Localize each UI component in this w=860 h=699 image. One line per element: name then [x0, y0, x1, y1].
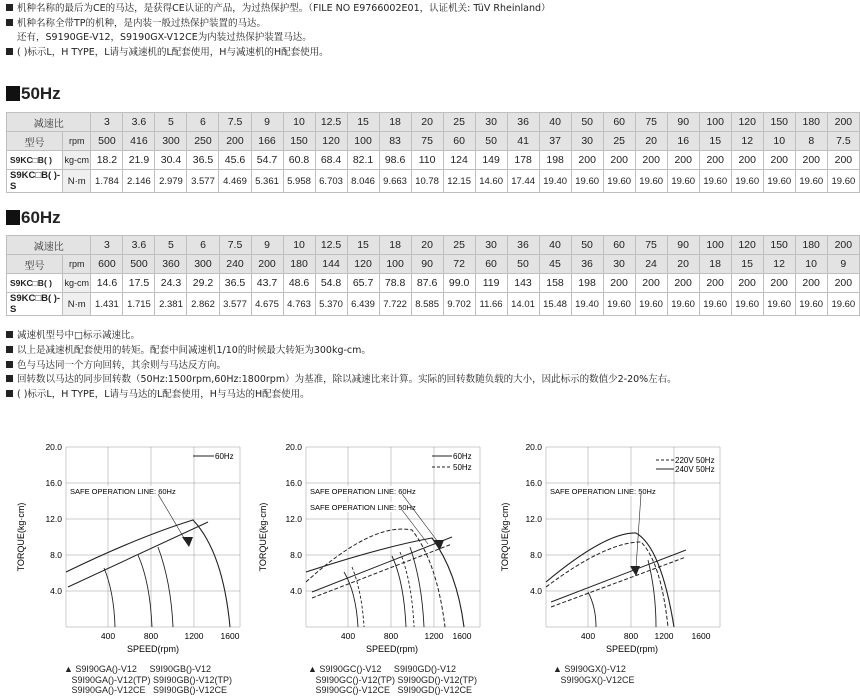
y-tick: 8.0 [530, 550, 542, 560]
torque-nm-cell: 5.370 [315, 293, 347, 316]
bottom-notes [6, 329, 677, 403]
ratio-cell: 40 [539, 113, 571, 132]
rpm-cell: 24 [635, 255, 667, 274]
torque-kgcm-cell: 178 [507, 151, 539, 170]
rpm-cell: 200 [219, 132, 251, 151]
torque-graph-3 [496, 442, 736, 657]
torque-kgcm-cell: 36.5 [219, 274, 251, 293]
torque-kgcm-cell: 99.0 [443, 274, 475, 293]
torque-kgcm-cell: 48.6 [283, 274, 315, 293]
rpm-cell: 500 [123, 255, 155, 274]
rpm-cell: 180 [283, 255, 315, 274]
torque-nm-cell: 19.60 [603, 170, 635, 193]
ratio-cell: 30 [475, 236, 507, 255]
ratio-cell: 6 [187, 113, 219, 132]
x-tick: 400 [580, 631, 596, 641]
torque-kgcm-cell: 87.6 [411, 274, 443, 293]
torque-nm-cell: 2.979 [155, 170, 187, 193]
torque-nm-cell: 8.585 [411, 293, 443, 316]
torque-kgcm-cell: 200 [827, 274, 859, 293]
ratio-cell: 25 [443, 113, 475, 132]
rpm-cell: 20 [667, 255, 699, 274]
torque-kgcm-cell: 200 [571, 151, 603, 170]
ratio-header: 减速比 [7, 236, 91, 255]
torque-kgcm-cell: 200 [667, 151, 699, 170]
torque-nm-cell: 4.675 [251, 293, 283, 316]
torque-kgcm-cell: 149 [475, 151, 507, 170]
rpm-cell: 30 [571, 132, 603, 151]
torque-kgcm-cell: 200 [763, 151, 795, 170]
torque-nm-cell: 2.862 [187, 293, 219, 316]
safe-line-label: SAFE OPERATION LINE: 50Hz [550, 487, 656, 496]
ratio-cell: 75 [635, 236, 667, 255]
torque-nm-cell: 14.01 [507, 293, 539, 316]
torque-kgcm-cell: 200 [635, 151, 667, 170]
torque-nm-cell: 9.663 [379, 170, 411, 193]
rpm-cell: 9 [827, 255, 859, 274]
ratio-cell: 120 [731, 236, 763, 255]
torque-kgcm-cell: 82.1 [347, 151, 379, 170]
x-tick: 1200 [654, 631, 674, 641]
torque-kgcm-cell: 200 [699, 274, 731, 293]
torque-nm-cell: 19.60 [635, 170, 667, 193]
ratio-cell: 200 [827, 236, 859, 255]
ratio-cell: 5 [155, 113, 187, 132]
ratio-cell: 100 [699, 113, 731, 132]
y-tick: 20.0 [525, 442, 542, 452]
model-name-s: S9KC□B( )-S [7, 293, 63, 316]
legend-60hz: 60Hz [215, 452, 234, 461]
rpm-cell: 166 [251, 132, 283, 151]
rpm-cell: 8 [795, 132, 827, 151]
ratio-cell: 120 [731, 113, 763, 132]
ratio-cell: 3 [91, 236, 123, 255]
rpm-cell: 144 [315, 255, 347, 274]
ratio-cell: 50 [571, 113, 603, 132]
rpm-cell: 60 [475, 255, 507, 274]
section-title-50hz: 50Hz [6, 84, 61, 104]
rpm-cell: 500 [91, 132, 123, 151]
torque-nm-cell: 3.577 [187, 170, 219, 193]
x-tick: 400 [340, 631, 356, 641]
torque-nm-cell: 9.702 [443, 293, 475, 316]
rpm-cell: 416 [123, 132, 155, 151]
torque-nm-cell: 1.431 [91, 293, 123, 316]
torque-nm-cell: 19.60 [571, 170, 603, 193]
rpm-cell: 10 [795, 255, 827, 274]
ratio-cell: 3.6 [123, 113, 155, 132]
x-tick: 400 [100, 631, 116, 641]
unit-nm: N·m [63, 170, 91, 193]
torque-kgcm-cell: 200 [699, 151, 731, 170]
rpm-cell: 360 [155, 255, 187, 274]
ratio-cell: 90 [667, 236, 699, 255]
models-graph-1: ▲ S9I90GA()-V12 S9I90GB()-V12 S9I90GA()-V12(TP) S9I90GB()-V12(TP) S9I90GA()-V12CE S9I90GB()-V12CE [64, 664, 233, 695]
torque-kgcm-cell: 14.6 [91, 274, 123, 293]
ratio-cell: 5 [155, 236, 187, 255]
safe-line-50-label: SAFE OPERATION LINE: 50Hz [310, 503, 416, 512]
torque-kgcm-cell: 36.5 [187, 151, 219, 170]
torque-kgcm-cell: 124 [443, 151, 475, 170]
ratio-cell: 3.6 [123, 236, 155, 255]
torque-kgcm-cell: 43.7 [251, 274, 283, 293]
ratio-cell: 150 [763, 236, 795, 255]
torque-kgcm-cell: 200 [731, 151, 763, 170]
rpm-cell: 240 [219, 255, 251, 274]
torque-kgcm-cell: 78.8 [379, 274, 411, 293]
ratio-cell: 60 [603, 113, 635, 132]
ratio-cell: 3 [91, 113, 123, 132]
torque-nm-cell: 19.60 [699, 293, 731, 316]
ratio-cell: 10 [283, 236, 315, 255]
ratio-cell: 20 [411, 113, 443, 132]
x-tick: 800 [143, 631, 159, 641]
torque-kgcm-cell: 198 [571, 274, 603, 293]
torque-kgcm-cell: 200 [603, 274, 635, 293]
x-tick: 1200 [184, 631, 204, 641]
rpm-cell: 12 [763, 255, 795, 274]
unit-rpm: rpm [63, 132, 91, 151]
x-axis-label: SPEED(rpm) [605, 644, 659, 654]
y-axis-label: TORQUE(kg·cm) [500, 502, 510, 572]
torque-kgcm-cell: 54.7 [251, 151, 283, 170]
y-axis-label: TORQUE(kg·cm) [16, 502, 26, 572]
torque-kgcm-cell: 119 [475, 274, 507, 293]
torque-nm-cell: 17.44 [507, 170, 539, 193]
x-tick: 1600 [452, 631, 472, 641]
torque-kgcm-cell: 45.6 [219, 151, 251, 170]
torque-nm-cell: 7.722 [379, 293, 411, 316]
rpm-cell: 100 [379, 255, 411, 274]
note-type: ( )标示L，H TYPE，L请与减速机的L配套使用，H与减速机的H配套使用。 [17, 46, 329, 58]
torque-kgcm-cell: 200 [667, 274, 699, 293]
y-tick: 4.0 [530, 586, 542, 596]
torque-kgcm-cell: 30.4 [155, 151, 187, 170]
rpm-cell: 90 [411, 255, 443, 274]
torque-nm-cell: 19.60 [635, 293, 667, 316]
ratio-cell: 15 [347, 113, 379, 132]
torque-nm-cell: 19.60 [763, 293, 795, 316]
ratio-cell: 12.5 [315, 113, 347, 132]
torque-nm-cell: 2.381 [155, 293, 187, 316]
type-label: 型号 [7, 132, 63, 151]
models-graph-3: ▲ S9I90GX()-V12 S9I90GX()-V12CE [553, 664, 635, 685]
torque-nm-cell: 6.439 [347, 293, 379, 316]
y-tick: 16.0 [285, 478, 302, 488]
ratio-cell: 180 [795, 236, 827, 255]
torque-nm-cell: 19.60 [795, 293, 827, 316]
y-tick: 8.0 [50, 550, 62, 560]
spec-table-60hz [6, 235, 860, 316]
y-tick: 12.0 [525, 514, 542, 524]
rpm-cell: 300 [187, 255, 219, 274]
rpm-cell: 83 [379, 132, 411, 151]
torque-kgcm-cell: 98.6 [379, 151, 411, 170]
note-direction: 色与马达同一个方向回转，其余则与马达反方向。 [17, 359, 227, 371]
torque-nm-cell: 4.763 [283, 293, 315, 316]
section-title-60hz: 60Hz [6, 208, 61, 228]
torque-nm-cell: 19.60 [603, 293, 635, 316]
torque-kgcm-cell: 200 [795, 151, 827, 170]
ratio-cell: 90 [667, 113, 699, 132]
y-tick: 20.0 [45, 442, 62, 452]
torque-nm-cell: 19.60 [731, 170, 763, 193]
rpm-cell: 16 [667, 132, 699, 151]
note-speed: 回转数以马达的同步回转数（50Hz:1500rpm,60Hz:1800rpm）为基准，除以减速比来计算。实际的回转数随负载的大小，因此标示的数值少2-20%左右。 [17, 374, 677, 386]
rpm-cell: 600 [91, 255, 123, 274]
torque-nm-cell: 5.958 [283, 170, 315, 193]
rpm-cell: 72 [443, 255, 475, 274]
legend-220v: 220V 50Hz [675, 456, 715, 465]
ratio-cell: 180 [795, 113, 827, 132]
models-graph-2: ▲ S9I90GC()-V12 S9I90GD()-V12 S9I90GC()-V12(TP) S9I90GD()-V12(TP) S9I90GC()-V12CE S9I90GD()-V12CE [308, 664, 478, 695]
type-label: 型号 [7, 255, 63, 274]
x-tick: 1200 [424, 631, 444, 641]
y-tick: 4.0 [290, 586, 302, 596]
note-tp: 机种名称全带TP的机种，是内装一般过热保护装置的马达。 [17, 17, 267, 29]
legend-60hz: 60Hz [453, 452, 472, 461]
torque-kgcm-cell: 158 [539, 274, 571, 293]
ratio-cell: 30 [475, 113, 507, 132]
torque-nm-cell: 15.48 [539, 293, 571, 316]
ratio-cell: 40 [539, 236, 571, 255]
rpm-cell: 100 [347, 132, 379, 151]
torque-nm-cell: 19.60 [827, 170, 859, 193]
torque-kgcm-cell: 68.4 [315, 151, 347, 170]
torque-kgcm-cell: 21.9 [123, 151, 155, 170]
ratio-cell: 36 [507, 113, 539, 132]
ratio-cell: 20 [411, 236, 443, 255]
torque-nm-cell: 1.715 [123, 293, 155, 316]
note-thermal: 还有，S9190GE-V12，S9190GX-V12CE为内装过热保护装置马达。 [17, 32, 312, 43]
torque-nm-cell: 19.40 [571, 293, 603, 316]
x-tick: 800 [623, 631, 639, 641]
torque-nm-cell: 6.703 [315, 170, 347, 193]
torque-kgcm-cell: 54.8 [315, 274, 347, 293]
torque-nm-cell: 11.66 [475, 293, 507, 316]
torque-kgcm-cell: 200 [731, 274, 763, 293]
note-torque: 以上是减速机配套使用的转矩。配套中间减速机1/10的时候最大转矩为300kg-cm。 [17, 344, 371, 356]
torque-kgcm-cell: 200 [827, 151, 859, 170]
rpm-cell: 20 [635, 132, 667, 151]
torque-nm-cell: 19.60 [795, 170, 827, 193]
rpm-cell: 75 [411, 132, 443, 151]
ratio-cell: 25 [443, 236, 475, 255]
spec-table-50hz [6, 112, 860, 193]
torque-kgcm-cell: 110 [411, 151, 443, 170]
y-axis-label: TORQUE(kg·cm) [258, 502, 268, 572]
rpm-cell: 120 [315, 132, 347, 151]
ratio-cell: 150 [763, 113, 795, 132]
rpm-cell: 18 [699, 255, 731, 274]
model-name: S9KC□B( ) [7, 151, 63, 170]
y-tick: 16.0 [525, 478, 542, 488]
torque-kgcm-cell: 200 [603, 151, 635, 170]
model-name-s: S9KC□B( )-S [7, 170, 63, 193]
y-tick: 12.0 [45, 514, 62, 524]
rpm-cell: 50 [475, 132, 507, 151]
torque-nm-cell: 19.60 [667, 170, 699, 193]
note-ratio: 减速机型号中□标示减速比。 [17, 330, 140, 341]
note-lh: ( )标示L，H TYPE，L请与马达的L配套使用，H与马达的H配套使用。 [17, 389, 310, 401]
ratio-cell: 36 [507, 236, 539, 255]
rpm-cell: 25 [603, 132, 635, 151]
rpm-cell: 41 [507, 132, 539, 151]
rpm-cell: 200 [251, 255, 283, 274]
rpm-cell: 15 [699, 132, 731, 151]
safe-line-label: SAFE OPERATION LINE: 60Hz [70, 487, 176, 496]
rpm-cell: 10 [763, 132, 795, 151]
torque-nm-cell: 19.60 [667, 293, 699, 316]
torque-nm-cell: 10.78 [411, 170, 443, 193]
ratio-cell: 7.5 [219, 113, 251, 132]
torque-nm-cell: 12.15 [443, 170, 475, 193]
x-tick: 800 [383, 631, 399, 641]
torque-nm-cell: 19.60 [827, 293, 859, 316]
rpm-cell: 45 [539, 255, 571, 274]
ratio-cell: 15 [347, 236, 379, 255]
unit-kgcm: kg-cm [63, 151, 91, 170]
rpm-cell: 300 [155, 132, 187, 151]
torque-kgcm-cell: 24.3 [155, 274, 187, 293]
ratio-cell: 50 [571, 236, 603, 255]
ratio-cell: 6 [187, 236, 219, 255]
x-axis-label: SPEED(rpm) [126, 644, 180, 654]
torque-nm-cell: 14.60 [475, 170, 507, 193]
unit-nm: N·m [63, 293, 91, 316]
ratio-cell: 18 [379, 236, 411, 255]
x-tick: 1600 [691, 631, 711, 641]
ratio-cell: 200 [827, 113, 859, 132]
torque-kgcm-cell: 200 [635, 274, 667, 293]
rpm-cell: 60 [443, 132, 475, 151]
torque-nm-cell: 2.146 [123, 170, 155, 193]
rpm-cell: 7.5 [827, 132, 859, 151]
torque-kgcm-cell: 60.8 [283, 151, 315, 170]
rpm-cell: 12 [731, 132, 763, 151]
y-tick: 8.0 [290, 550, 302, 560]
torque-nm-cell: 4.469 [219, 170, 251, 193]
torque-nm-cell: 8.046 [347, 170, 379, 193]
torque-graph-2 [252, 442, 492, 657]
top-notes [6, 2, 551, 60]
ratio-cell: 9 [251, 236, 283, 255]
torque-kgcm-cell: 29.2 [187, 274, 219, 293]
torque-nm-cell: 5.361 [251, 170, 283, 193]
unit-kgcm: kg-cm [63, 274, 91, 293]
torque-nm-cell: 19.60 [763, 170, 795, 193]
legend-240v: 240V 50Hz [675, 465, 715, 474]
x-tick: 1600 [220, 631, 240, 641]
torque-nm-cell: 19.60 [699, 170, 731, 193]
ratio-header: 减速比 [7, 113, 91, 132]
legend-50hz: 50Hz [453, 463, 472, 472]
rpm-cell: 30 [603, 255, 635, 274]
model-name: S9KC□B( ) [7, 274, 63, 293]
ratio-cell: 7.5 [219, 236, 251, 255]
torque-kgcm-cell: 143 [507, 274, 539, 293]
torque-kgcm-cell: 200 [763, 274, 795, 293]
rpm-cell: 250 [187, 132, 219, 151]
ratio-cell: 18 [379, 113, 411, 132]
torque-kgcm-cell: 200 [795, 274, 827, 293]
torque-kgcm-cell: 65.7 [347, 274, 379, 293]
ratio-cell: 100 [699, 236, 731, 255]
x-axis-label: SPEED(rpm) [365, 644, 419, 654]
rpm-cell: 150 [283, 132, 315, 151]
unit-rpm: rpm [63, 255, 91, 274]
safe-line-60-label: SAFE OPERATION LINE: 60Hz [310, 487, 416, 496]
ratio-cell: 9 [251, 113, 283, 132]
torque-kgcm-cell: 198 [539, 151, 571, 170]
torque-kgcm-cell: 17.5 [123, 274, 155, 293]
ratio-cell: 60 [603, 236, 635, 255]
torque-nm-cell: 19.60 [731, 293, 763, 316]
torque-nm-cell: 19.40 [539, 170, 571, 193]
y-tick: 4.0 [50, 586, 62, 596]
ratio-cell: 12.5 [315, 236, 347, 255]
rpm-cell: 36 [571, 255, 603, 274]
ratio-cell: 10 [283, 113, 315, 132]
rpm-cell: 120 [347, 255, 379, 274]
y-tick: 12.0 [285, 514, 302, 524]
torque-nm-cell: 1.784 [91, 170, 123, 193]
torque-nm-cell: 3.577 [219, 293, 251, 316]
torque-graph-1 [8, 442, 248, 657]
rpm-cell: 37 [539, 132, 571, 151]
torque-kgcm-cell: 18.2 [91, 151, 123, 170]
rpm-cell: 50 [507, 255, 539, 274]
y-tick: 20.0 [285, 442, 302, 452]
rpm-cell: 15 [731, 255, 763, 274]
y-tick: 16.0 [45, 478, 62, 488]
ratio-cell: 75 [635, 113, 667, 132]
note-ce: 机种名称的最后为CE的马达，是获得CE认证的产品，为过热保护型。（FILE NO E9766002E01，认证机关: TüV Rheinland） [17, 3, 551, 14]
